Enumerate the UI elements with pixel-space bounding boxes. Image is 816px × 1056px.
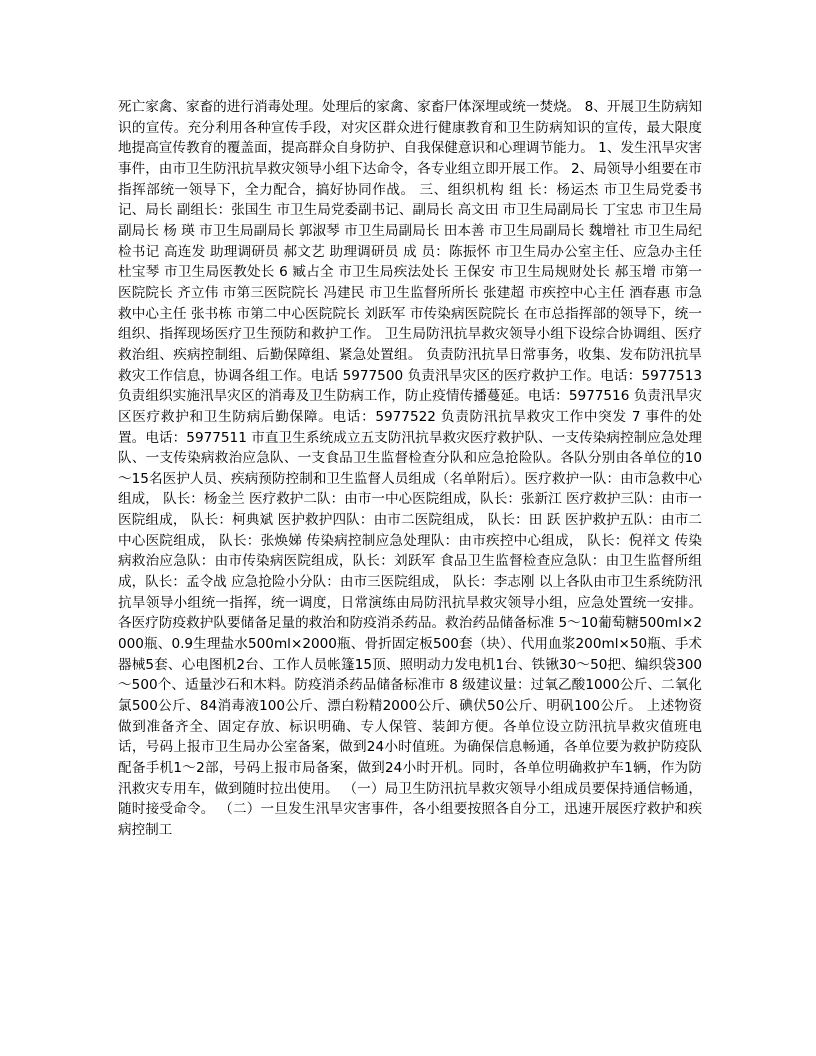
body-paragraph: 死亡家禽、家畜的进行消毒处理。处理后的家禽、家畜尸体深埋或统一焚烧。 8、开展卫生防病知识的宣传。充分利用各种宣传手段，对灾区群众进行健康教育和卫生防病知识的宣传，最大限度地提高宣传教育的覆盖面，提高群众自身防护、自我保健意识和心理调节能力。 1、发生汛旱灾害事件，由市卫生防汛抗旱救灾领导小组下达命令，各专业组立即开展工作。 2、局领导小组要在市指挥部统一领导下，全力配合，搞好协同作战。 三、组织机构 组 长：杨运杰 市卫生局党委书记、局长 副组长：张国生 市卫生局党委副书记、副局长 高文田 市卫生局副局长 丁宝忠 市卫生局副局长 杨 瑛 市卫生局副局长 郭淑琴 市卫生局副局长 田本善 市卫生局副局长 魏增社 市卫生局纪检书记 高连发 助理调研员 郝文艺 助理调研员 成 员：陈振怀 市卫生局办公室主任、应急办主任 杜宝琴 市卫生局医教处长 6 臧占全 市卫生局疾法处长 王保安 市卫生局规财处长 郝玉增 市第一医院院长 齐立伟 市第三医院院长 冯建民 市卫生监督所所长 张建超 市疾控中心主任 酒春惠 市急救中心主任 张书栋 市第二中心医院院长 刘跃军 市传染病医院院长 在市总指挥部的领导下，统一组织、指挥现场医疗卫生预防和救护工作。 卫生局防汛抗旱救灾领导小组下设综合协调组、医疗救治组、疾病控制组、后勤保障组、紧急处置组。 负责防汛抗旱日常事务，收集、发布防汛抗旱救灾工作信息，协调各组工作。电话 5977500 负责汛旱灾区的医疗救护工作。电话：5977513 负责组织实施汛旱灾区的消毒及卫生防病工作，防止疫情传播蔓延。电话：5977516 负责汛旱灾区医疗救护和卫生防病后勤保障。电话：5977522 负责防汛抗旱救灾工作中突发 7 事件的处置。电话：5977511 市直卫生系统成立五支防汛抗旱救灾医疗救护队、一支传染病控制应急处理队、一支传染病救治应急队、一支食品卫生监督检查分队和应急抢险队。各队分别由各单位的10～15名医护人员、疾病预防控制和卫生监督人员组成（名单附后）。医疗救护一队：由市急救中心组成， 队长：杨金兰 医疗救护二队：由市一中心医院组成，队长：张新江 医疗救护三队：由市一医院组成， 队长：柯典斌 医护救护四队：由市二医院组成， 队长：田 跃 医护救护五队：由市二中心医院组成， 队长：张焕娣 传染病控制应急处理队：由市疾控中心组成， 队长：倪祥文 传染病救治应急队：由市传染病医院组成，队长：刘跃军 食品卫生监督检查应急队：由卫生监督所组成，队长：孟令战 应急抢险小分队：由市三医院组成， 队长：李志刚 以上各队由市卫生系统防汛抗旱领导小组统一指挥，统一调度，日常演练由局防汛抗旱救灾领导小组，应急处置统一安排。 各医疗防疫救护队要储备足量的救治和防疫消杀药品。救治药品储备标准 5～10葡萄糖500ml×2000瓶、0.9生理盐水500ml×2000瓶、骨折固定板500套（块）、代用血浆200ml×50瓶、手术器械5套、心电图机2台、工作人员帐篷15顶、照明动力发电机1台、铁锹30～50把、编织袋300～500个、适量沙石和木料。防疫消杀药品储备标准市 8 级建议量：过氧乙酸1000公斤、二氧化氯500公斤、84消毒液100公斤、漂白粉精2000公斤、碘伏50公斤、明矾100公斤。 上述物资做到准备齐全、固定存放、标识明确、专人保管、装卸方便。各单位设立防汛抗旱救灾值班电话，号码上报市卫生局办公室备案，做到24小时值班。为确保信息畅通，各单位要为救护防疫队配备手机1～2部，号码上报市局备案，做到24小时开机。同时，各单位明确救护车1辆，作为防汛救灾专用车，做到随时拉出使用。 （一）局卫生防汛抗旱救灾领导小组成员要保持通信畅通，随时接受命令。 （二）一旦发生汛旱灾害事件，各小组要按照各自分工，迅速开展医疗救护和疾病控制工 [118, 99, 702, 838]
document-body [118, 97, 702, 841]
